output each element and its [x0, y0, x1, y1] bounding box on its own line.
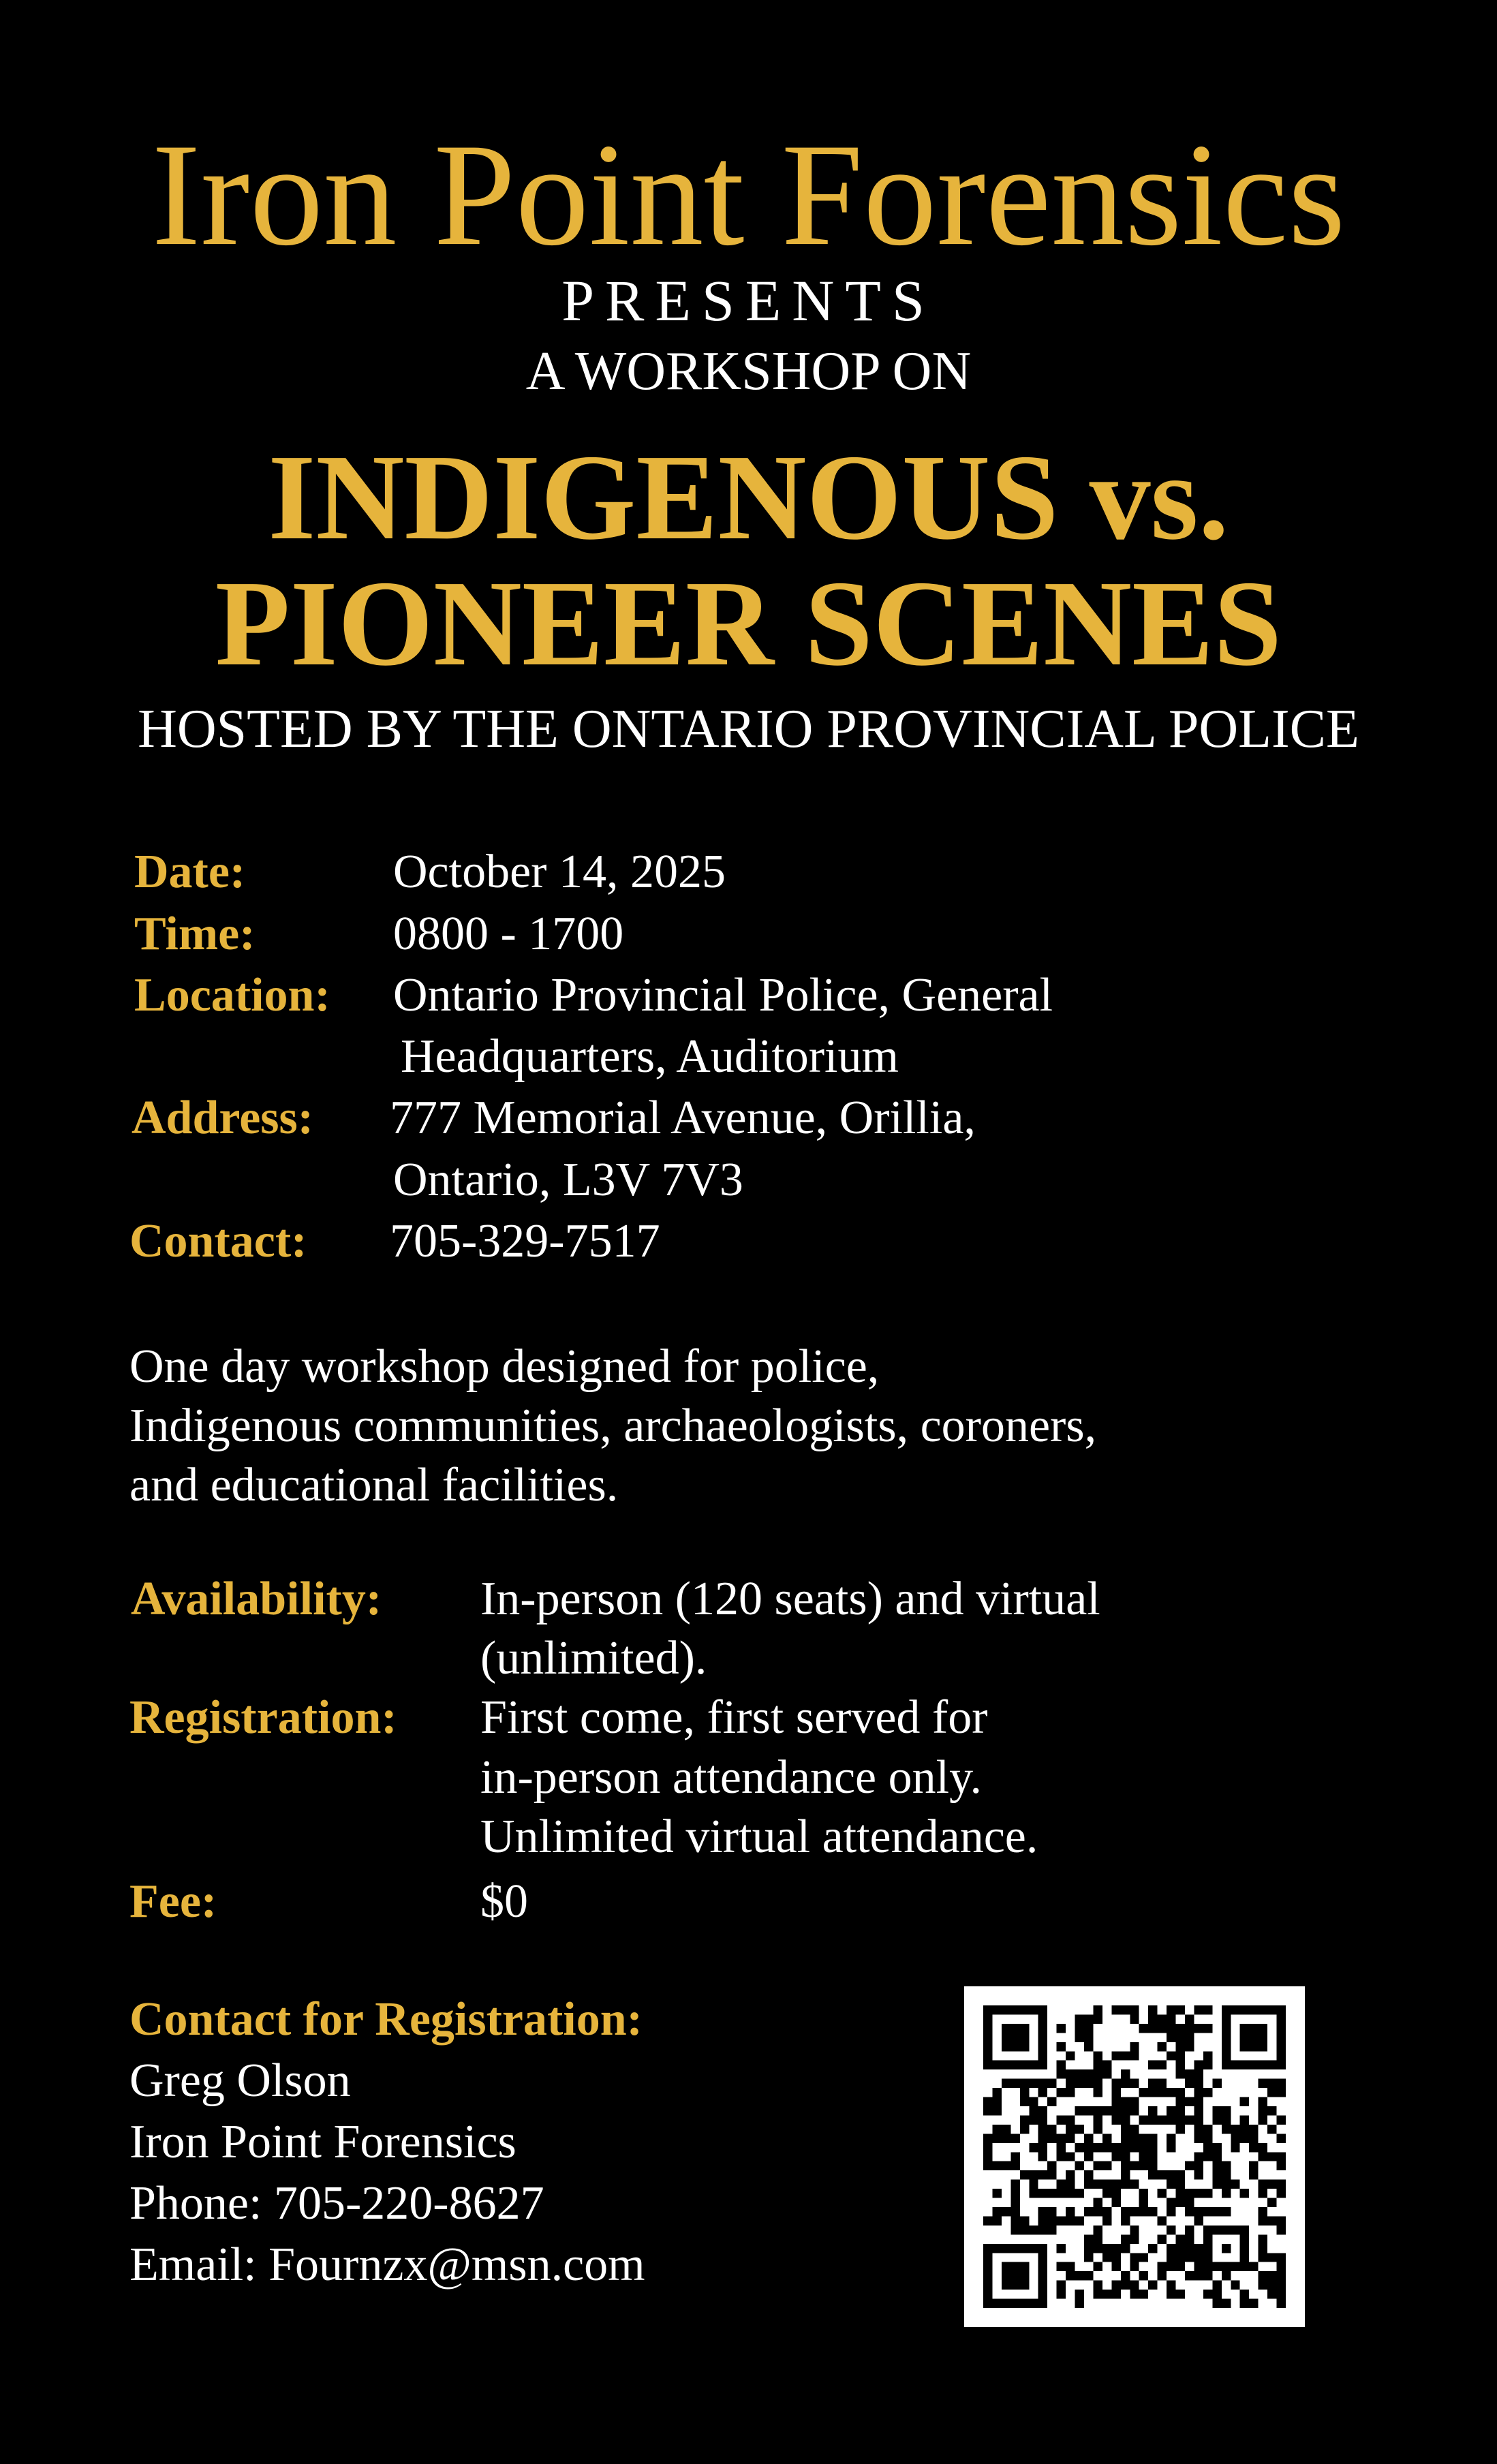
- description-line: Indigenous communities, archaeologists, coroners,: [129, 1400, 1097, 1452]
- contact-label: Contact:: [129, 1215, 307, 1267]
- address-label: Address:: [132, 1092, 314, 1144]
- availability-line1: In-person (120 seats) and virtual: [480, 1573, 1100, 1625]
- fee-value: $0: [480, 1875, 528, 1928]
- location-label: Location:: [134, 969, 330, 1021]
- qr-code[interactable]: [964, 1986, 1305, 2327]
- contact-organization: Iron Point Forensics: [129, 2116, 516, 2168]
- workshop-title-line1: INDIGENOUS vs.: [268, 429, 1229, 565]
- address-line2: Ontario, L3V 7V3: [393, 1154, 743, 1206]
- presents-label: PRESENTS: [561, 268, 936, 333]
- workshop-on-label: A WORKSHOP ON: [525, 341, 972, 401]
- registration-line3: Unlimited virtual attendance.: [480, 1811, 1038, 1863]
- availability-label: Availability:: [131, 1573, 382, 1625]
- registration-line1: First come, first served for: [480, 1691, 988, 1744]
- registration-contact-heading: Contact for Registration:: [129, 1993, 643, 2046]
- date-label: Date:: [134, 846, 246, 898]
- date-value: October 14, 2025: [393, 846, 726, 898]
- location-line1: Ontario Provincial Police, General: [393, 969, 1053, 1021]
- time-value: 0800 - 1700: [393, 908, 624, 960]
- company-name: Iron Point Forensics: [151, 113, 1346, 276]
- address-line1: 777 Memorial Avenue, Orillia,: [390, 1092, 976, 1144]
- description-line: and educational facilities.: [129, 1459, 619, 1511]
- registration-label: Registration:: [129, 1691, 397, 1744]
- availability-line2: (unlimited).: [480, 1632, 707, 1684]
- registration-line2: in-person attendance only.: [480, 1751, 983, 1804]
- fee-label: Fee:: [129, 1875, 217, 1928]
- workshop-description: [129, 1337, 1096, 1515]
- contact-phone[interactable]: Phone: 705-220-8627: [129, 2177, 544, 2230]
- qr-code-icon: [983, 2005, 1286, 2308]
- time-label: Time:: [134, 908, 256, 960]
- contact-email[interactable]: Email: Fournzx@msn.com: [129, 2238, 645, 2291]
- description-line: One day workshop designed for police,: [129, 1340, 880, 1393]
- workshop-title-line2: PIONEER SCENES: [215, 555, 1282, 691]
- location-line2: Headquarters, Auditorium: [401, 1030, 899, 1083]
- contact-name: Greg Olson: [129, 2054, 351, 2107]
- hosted-by: HOSTED BY THE ONTARIO PROVINCIAL POLICE: [138, 699, 1359, 759]
- contact-value: 705-329-7517: [390, 1215, 660, 1267]
